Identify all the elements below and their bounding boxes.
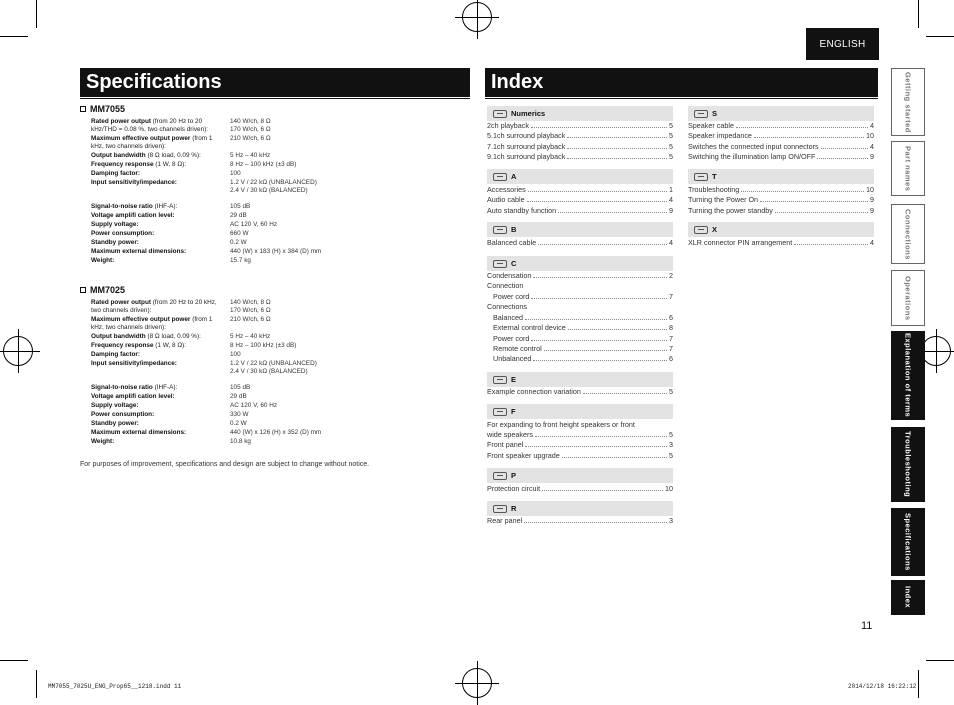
index-category-header bbox=[487, 468, 673, 483]
entry-label: XLR connector PIN arrangement bbox=[688, 238, 793, 247]
spec-label bbox=[91, 429, 226, 437]
category-label: R bbox=[511, 504, 517, 513]
spec-value: 140 W/ch, 8 Ω 170 W/ch, 6 Ω bbox=[230, 118, 271, 133]
spec-label bbox=[91, 170, 226, 178]
spec-label bbox=[91, 316, 226, 332]
spec-label-note: (from 1 kHz, two channels driven): bbox=[91, 135, 213, 150]
side-tab[interactable] bbox=[891, 331, 925, 420]
spec-value: 660 W bbox=[230, 230, 249, 237]
leader-dots bbox=[535, 430, 667, 437]
pointing-hand-icon bbox=[493, 472, 507, 480]
spec-label bbox=[91, 212, 226, 220]
leader-dots bbox=[524, 516, 667, 523]
entry-label: Power cord bbox=[493, 333, 530, 343]
index-entry[interactable] bbox=[487, 185, 673, 195]
spec-label-note: (8 Ω load, 0.09 %): bbox=[147, 152, 201, 159]
spec-label-text: Standby power: bbox=[91, 239, 139, 246]
entry-page: 3 bbox=[669, 440, 673, 450]
category-label: T bbox=[712, 172, 717, 181]
pointing-hand-icon bbox=[493, 110, 507, 118]
spec-value: 210 W/ch, 6 Ω bbox=[230, 316, 271, 323]
pointing-hand-icon bbox=[493, 376, 507, 384]
index-category-header bbox=[688, 106, 874, 121]
side-tab-label: Specifications bbox=[903, 513, 913, 571]
leader-dots bbox=[542, 484, 663, 491]
index-subheading: Connection bbox=[487, 281, 524, 290]
spec-label-text: Weight: bbox=[91, 438, 115, 445]
index-entry[interactable] bbox=[487, 430, 673, 440]
spec-value: 5 Hz – 40 kHz bbox=[230, 152, 271, 159]
index-category-header bbox=[688, 222, 874, 237]
spec-label-note: (IHF-A): bbox=[154, 203, 178, 210]
entry-page: 5 bbox=[669, 387, 673, 396]
leader-dots bbox=[531, 292, 667, 299]
index-entry[interactable] bbox=[493, 354, 673, 364]
spec-label-text: Maximum external dimensions: bbox=[91, 429, 187, 436]
index-entry[interactable] bbox=[487, 484, 673, 494]
entry-page: 5 bbox=[669, 131, 673, 141]
spec-label-text: Rated power output bbox=[91, 299, 151, 306]
category-label: C bbox=[511, 259, 517, 268]
entry-page: 10 bbox=[866, 131, 874, 141]
language-label: ENGLISH bbox=[806, 28, 879, 60]
spec-value: AC 120 V, 60 Hz bbox=[230, 221, 278, 228]
spec-value: 1.2 V / 22 kΩ (UNBALANCED) 2.4 V / 30 kΩ (BALANCED) bbox=[230, 179, 317, 194]
spec-label bbox=[91, 411, 226, 419]
index-category-header bbox=[487, 501, 673, 516]
spec-value: 10.8 kg bbox=[230, 438, 251, 445]
index-entry[interactable] bbox=[493, 323, 673, 333]
spec-label-text: Frequency response bbox=[91, 342, 154, 349]
index-entry[interactable] bbox=[487, 271, 673, 281]
pointing-hand-icon bbox=[493, 226, 507, 234]
index-entry[interactable] bbox=[493, 344, 673, 354]
side-tab[interactable] bbox=[891, 270, 925, 326]
crop-mark bbox=[0, 660, 28, 661]
entry-page: 4 bbox=[870, 141, 874, 151]
index-entry[interactable] bbox=[487, 195, 673, 205]
index-entry[interactable] bbox=[688, 142, 874, 152]
pointing-hand-icon bbox=[493, 408, 507, 416]
entry-label: 9.1ch surround playback bbox=[487, 151, 566, 161]
crop-mark bbox=[918, 670, 919, 698]
index-category-header bbox=[688, 169, 874, 184]
leader-dots bbox=[568, 323, 667, 330]
spec-label-text: Damping factor: bbox=[91, 351, 140, 358]
side-tab[interactable] bbox=[891, 580, 925, 615]
spec-label-text: Maximum effective output power bbox=[91, 316, 191, 323]
leader-dots bbox=[528, 185, 667, 192]
spec-label bbox=[91, 257, 226, 265]
entry-label: Audio cable bbox=[487, 195, 525, 205]
side-tab-label: Troubleshooting bbox=[903, 431, 913, 498]
index-category-header bbox=[487, 256, 673, 271]
index-entry-text: For expanding to front height speakers or front bbox=[487, 420, 635, 429]
spec-label-text: Signal-to-noise ratio bbox=[91, 384, 153, 391]
index-entry[interactable] bbox=[688, 152, 874, 162]
entry-page: 2 bbox=[669, 271, 673, 280]
side-tab-label: Connections bbox=[903, 208, 913, 260]
index-entry[interactable] bbox=[487, 451, 673, 461]
crop-mark bbox=[36, 670, 37, 698]
spec-label-text: Power consumption: bbox=[91, 411, 155, 418]
entry-page: 7 bbox=[669, 333, 673, 343]
spec-label bbox=[91, 299, 226, 315]
spec-value: 440 (W) x 183 (H) x 384 (D) mm bbox=[230, 248, 322, 255]
leader-dots bbox=[754, 131, 864, 138]
leader-dots bbox=[558, 206, 667, 213]
spec-value: 5 Hz – 40 kHz bbox=[230, 333, 271, 340]
spec-label-text: Input sensitivity/impedance: bbox=[91, 360, 177, 367]
side-tab-label: Getting started bbox=[903, 71, 913, 133]
category-label: A bbox=[511, 172, 517, 181]
index-entry[interactable] bbox=[487, 440, 673, 450]
spec-label-note: (from 1 kHz, two channels driven): bbox=[91, 316, 213, 331]
leader-dots bbox=[794, 238, 868, 245]
spec-label bbox=[91, 342, 226, 350]
leader-dots bbox=[527, 195, 667, 202]
spec-value: 8 Hz – 100 kHz (±3 dB) bbox=[230, 161, 297, 168]
entry-label: Front speaker upgrade bbox=[487, 450, 560, 460]
side-tab-label: Explanation of terms bbox=[903, 333, 913, 418]
spec-label-note: (from 20 Hz to 20 kHz/THD = 0.08 %, two channels driven): bbox=[91, 118, 209, 133]
entry-page: 4 bbox=[870, 121, 874, 130]
checkbox-icon bbox=[80, 287, 86, 293]
leader-dots bbox=[525, 440, 667, 447]
entry-page: 6 bbox=[669, 313, 673, 322]
entry-page: 5 bbox=[669, 151, 673, 161]
spec-value: 330 W bbox=[230, 411, 249, 418]
entry-label: Protection circuit bbox=[487, 484, 541, 493]
spec-label-text: Voltage amplifi cation level: bbox=[91, 393, 175, 400]
entry-page: 6 bbox=[669, 354, 673, 364]
specifications-title: Specifications bbox=[80, 68, 470, 97]
entry-label: Auto standby function bbox=[487, 205, 557, 215]
model-heading bbox=[80, 285, 125, 295]
crop-mark bbox=[918, 0, 919, 28]
leader-dots bbox=[544, 344, 667, 351]
spec-label-text: Standby power: bbox=[91, 420, 139, 427]
index-entry[interactable] bbox=[487, 238, 673, 248]
entry-page: 5 bbox=[669, 430, 673, 439]
index-entry[interactable] bbox=[688, 195, 874, 205]
spec-label-text: Supply voltage: bbox=[91, 402, 139, 409]
entry-label: Condensation bbox=[487, 271, 532, 280]
spec-value: 105 dB bbox=[230, 384, 251, 391]
pointing-hand-icon bbox=[694, 173, 708, 181]
category-label: B bbox=[511, 225, 517, 234]
spec-value: 29 dB bbox=[230, 212, 247, 219]
entry-page: 5 bbox=[669, 450, 673, 460]
entry-label: Turning the power standby bbox=[688, 205, 773, 215]
index-category-header bbox=[487, 222, 673, 237]
model-name: MM7055 bbox=[90, 104, 126, 114]
registration-mark-icon bbox=[921, 336, 951, 366]
entry-label: Front panel bbox=[487, 440, 524, 450]
index-entry[interactable] bbox=[688, 131, 874, 141]
spec-label-text: Maximum effective output power bbox=[91, 135, 191, 142]
spec-label-text: Supply voltage: bbox=[91, 221, 139, 228]
spec-label bbox=[91, 384, 226, 392]
spec-label-note: (1 W, 8 Ω): bbox=[155, 342, 186, 349]
spec-value: 15.7 kg bbox=[230, 257, 251, 264]
spec-label-note: (8 Ω load, 0.09 %): bbox=[147, 333, 201, 340]
leader-dots bbox=[760, 195, 868, 202]
registration-mark-icon bbox=[462, 2, 492, 32]
spec-label bbox=[91, 161, 226, 169]
pointing-hand-icon bbox=[694, 110, 708, 118]
category-label: P bbox=[511, 471, 517, 480]
index-entry[interactable] bbox=[493, 334, 673, 344]
crop-mark bbox=[36, 0, 37, 28]
spec-label-text: Input sensitivity/impedance: bbox=[91, 179, 177, 186]
spec-value: AC 120 V, 60 Hz bbox=[230, 402, 278, 409]
spec-label bbox=[91, 402, 226, 410]
index-entry[interactable] bbox=[487, 131, 673, 141]
entry-label: Unbalanced bbox=[493, 354, 532, 364]
title-underline bbox=[485, 98, 878, 99]
model-heading bbox=[80, 104, 125, 114]
spec-label bbox=[91, 230, 226, 238]
leader-dots bbox=[531, 121, 667, 128]
leader-dots bbox=[531, 334, 667, 341]
entry-page: 7 bbox=[669, 343, 673, 353]
spec-label-text: Frequency response bbox=[91, 161, 154, 168]
spec-label-note: (1 W, 8 Ω): bbox=[155, 161, 186, 168]
footer-filename: MM7055_7025U_ENG_Prop65__1218.indd 11 bbox=[48, 683, 182, 690]
side-tab-label: Index bbox=[903, 586, 913, 609]
spec-label-text: Signal-to-noise ratio bbox=[91, 203, 153, 210]
entry-page: 10 bbox=[866, 185, 874, 194]
index-subheading: Connections bbox=[487, 302, 527, 311]
leader-dots bbox=[538, 238, 667, 245]
index-entry[interactable] bbox=[493, 313, 673, 323]
category-label: F bbox=[511, 407, 516, 416]
spec-label bbox=[91, 360, 226, 368]
entry-page: 4 bbox=[870, 238, 874, 247]
side-tab[interactable] bbox=[891, 141, 925, 196]
spec-label-text: Output bandwidth bbox=[91, 333, 146, 340]
spec-value: 210 W/ch, 6 Ω bbox=[230, 135, 271, 142]
spec-label bbox=[91, 333, 226, 341]
leader-dots bbox=[525, 313, 667, 320]
category-label: E bbox=[511, 375, 517, 384]
leader-dots bbox=[821, 142, 868, 149]
index-category-header bbox=[487, 106, 673, 121]
title-underline bbox=[80, 98, 470, 99]
entry-label: Rear panel bbox=[487, 516, 523, 525]
entry-label: Switching the illumination lamp ON/OFF bbox=[688, 151, 816, 161]
index-entry[interactable] bbox=[487, 516, 673, 526]
spec-value: 105 dB bbox=[230, 203, 251, 210]
leader-dots bbox=[741, 185, 864, 192]
index-category-header bbox=[487, 169, 673, 184]
spec-label bbox=[91, 393, 226, 401]
entry-page: 9 bbox=[870, 205, 874, 215]
entry-page: 5 bbox=[669, 121, 673, 130]
leader-dots bbox=[567, 131, 667, 138]
page-number: 11 bbox=[861, 620, 873, 632]
entry-label: Speaker impedance bbox=[688, 131, 752, 141]
spec-label-note: (from 20 Hz to 20 kHz, two channels driven): bbox=[91, 299, 217, 314]
index-entry[interactable] bbox=[487, 121, 673, 131]
leader-dots bbox=[533, 271, 667, 278]
spec-value: 29 dB bbox=[230, 393, 247, 400]
spec-label bbox=[91, 135, 226, 151]
index-entry[interactable] bbox=[688, 121, 874, 131]
leader-dots bbox=[562, 451, 667, 458]
entry-page: 5 bbox=[669, 141, 673, 151]
spec-label-text: Weight: bbox=[91, 257, 115, 264]
index-entry[interactable] bbox=[493, 292, 673, 302]
index-category-header bbox=[487, 372, 673, 387]
index-entry[interactable] bbox=[688, 238, 874, 248]
spec-label bbox=[91, 118, 226, 134]
spec-label-text: Maximum external dimensions: bbox=[91, 248, 187, 255]
registration-mark-icon bbox=[3, 336, 33, 366]
model-name: MM7025 bbox=[90, 285, 126, 295]
leader-dots bbox=[567, 142, 667, 149]
entry-label: External control device bbox=[493, 323, 566, 333]
index-entry[interactable] bbox=[688, 206, 874, 216]
leader-dots bbox=[567, 152, 667, 159]
spec-label-note: (IHF-A): bbox=[154, 384, 178, 391]
entry-page: 9 bbox=[669, 205, 673, 215]
leader-dots bbox=[736, 121, 868, 128]
spec-label bbox=[91, 179, 226, 187]
entry-page: 9 bbox=[870, 195, 874, 205]
spec-label bbox=[91, 152, 226, 160]
index-entry[interactable] bbox=[487, 387, 673, 397]
pointing-hand-icon bbox=[694, 226, 708, 234]
entry-label: Switches the connected input connectors bbox=[688, 141, 819, 151]
spec-label-text: Power consumption: bbox=[91, 230, 155, 237]
spec-value: 8 Hz – 100 kHz (±3 dB) bbox=[230, 342, 297, 349]
entry-page: 1 bbox=[669, 185, 673, 194]
specifications-note: For purposes of improvement, specifications and design are subject to change without notice. bbox=[80, 461, 370, 468]
entry-page: 4 bbox=[669, 195, 673, 205]
category-label: S bbox=[712, 109, 718, 118]
spec-label bbox=[91, 239, 226, 247]
entry-label: 7.1ch surround playback bbox=[487, 141, 566, 151]
side-tab-label: Part names bbox=[903, 145, 913, 192]
pointing-hand-icon bbox=[493, 173, 507, 181]
crop-mark bbox=[926, 660, 954, 661]
spec-label-text: Voltage amplifi cation level: bbox=[91, 212, 175, 219]
entry-page: 9 bbox=[870, 151, 874, 161]
leader-dots bbox=[775, 206, 868, 213]
entry-page: 10 bbox=[665, 484, 673, 493]
entry-page: 7 bbox=[669, 292, 673, 301]
spec-value: 440 (W) x 126 (H) x 352 (D) mm bbox=[230, 429, 322, 436]
entry-label: Troubleshooting bbox=[688, 185, 740, 194]
side-tab[interactable] bbox=[891, 427, 925, 502]
pointing-hand-icon bbox=[493, 260, 507, 268]
spec-label bbox=[91, 203, 226, 211]
footer-timestamp: 2014/12/18 16:22:12 bbox=[848, 683, 917, 690]
spec-value: 100 bbox=[230, 351, 241, 358]
index-title: Index bbox=[485, 68, 878, 97]
spec-label bbox=[91, 420, 226, 428]
spec-label bbox=[91, 221, 226, 229]
spec-value: 100 bbox=[230, 170, 241, 177]
crop-mark bbox=[0, 36, 28, 37]
entry-label: Accessories bbox=[487, 185, 526, 194]
spec-label bbox=[91, 248, 226, 256]
side-tab-label: Operations bbox=[903, 275, 913, 321]
side-tab[interactable] bbox=[891, 68, 925, 136]
leader-dots bbox=[817, 152, 868, 159]
entry-label: Speaker cable bbox=[688, 121, 734, 130]
index-entry[interactable] bbox=[688, 185, 874, 195]
index-entry[interactable] bbox=[487, 152, 673, 162]
spec-value: 0.2 W bbox=[230, 239, 247, 246]
category-label: Numerics bbox=[511, 109, 546, 118]
entry-label: Turning the Power On bbox=[688, 195, 759, 205]
spec-label bbox=[91, 351, 226, 359]
index-entry[interactable] bbox=[487, 206, 673, 216]
entry-page: 3 bbox=[669, 516, 673, 525]
index-entry[interactable] bbox=[487, 142, 673, 152]
side-tab[interactable] bbox=[891, 508, 925, 576]
spec-label-text: Rated power output bbox=[91, 118, 151, 125]
spec-label-text: Output bandwidth bbox=[91, 152, 146, 159]
leader-dots bbox=[533, 354, 667, 361]
entry-label: wide speakers bbox=[487, 430, 533, 439]
spec-value: 0.2 W bbox=[230, 420, 247, 427]
checkbox-icon bbox=[80, 106, 86, 112]
side-tab[interactable] bbox=[891, 204, 925, 264]
crop-mark bbox=[926, 36, 954, 37]
entry-label: Balanced cable bbox=[487, 238, 537, 247]
entry-label: Remote control bbox=[493, 343, 542, 353]
registration-mark-icon bbox=[462, 668, 492, 698]
leader-dots bbox=[583, 387, 667, 394]
pointing-hand-icon bbox=[493, 505, 507, 513]
entry-page: 4 bbox=[669, 238, 673, 247]
entry-page: 8 bbox=[669, 323, 673, 333]
spec-value: 1.2 V / 22 kΩ (UNBALANCED) 2.4 V / 30 kΩ (BALANCED) bbox=[230, 360, 317, 375]
entry-label: Example connection variation bbox=[487, 387, 581, 396]
spec-label-text: Damping factor: bbox=[91, 170, 140, 177]
spec-label bbox=[91, 438, 226, 446]
entry-label: 2ch playback bbox=[487, 121, 529, 130]
entry-label: 5.1ch surround playback bbox=[487, 131, 566, 141]
spec-value: 140 W/ch, 8 Ω 170 W/ch, 6 Ω bbox=[230, 299, 271, 314]
index-category-header bbox=[487, 404, 673, 419]
entry-label: Power cord bbox=[493, 292, 530, 301]
entry-label: Balanced bbox=[493, 313, 523, 322]
category-label: X bbox=[712, 225, 718, 234]
